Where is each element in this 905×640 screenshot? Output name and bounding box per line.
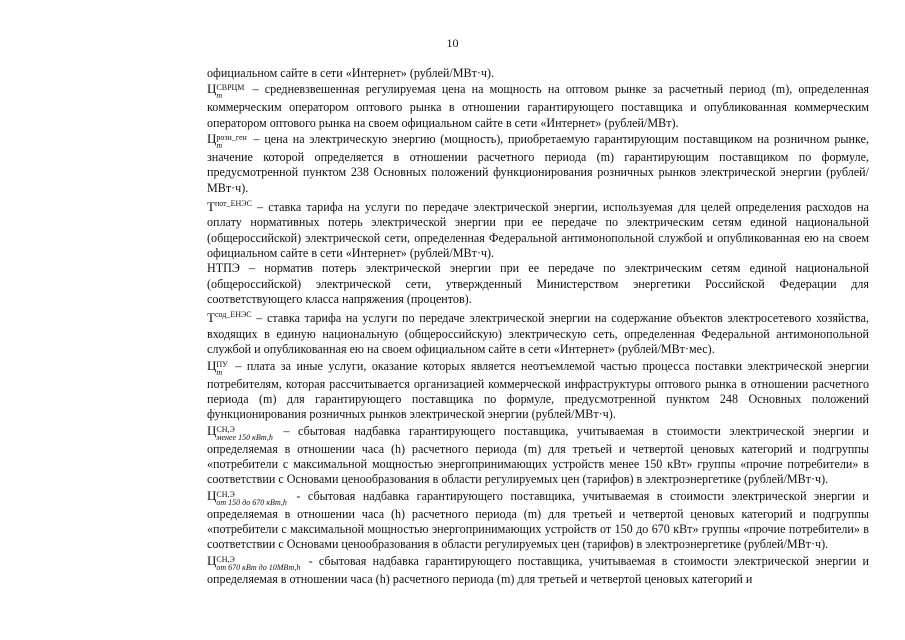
- formula-symbol: [207, 357, 230, 377]
- symbol-base: Ц: [207, 487, 217, 503]
- definition-paragraph: [207, 66, 869, 81]
- formula-symbol: [207, 81, 246, 101]
- page-number: 10: [446, 36, 459, 50]
- symbol-base: Т: [207, 310, 215, 326]
- paragraph-text: – сбытовая надбавка гарантирующего поставщика, учитываемая в стоимости электрической энергии и определяемая в отношении часа (h) расчетного периода (m) для третьей и четвертой ценовых категорий и подгруппы «потребители с максимальной мощностью энергопринимающих устройств менее 150 кВт» группы «прочие потребители» в соответствии с Основами ценообразования в области регулируемых цен (тарифов) в электроэнергетике (рублей/МВт·ч).: [207, 423, 869, 487]
- symbol-superscript: СН,Э: [216, 554, 235, 564]
- formula-symbol: [207, 310, 252, 325]
- definition-paragraph: [207, 307, 869, 357]
- symbol-subscript: от 150 до 670 кВт,h: [216, 497, 287, 507]
- definition-paragraph: [207, 81, 869, 131]
- definition-paragraph: [207, 261, 869, 307]
- formula-symbol: [207, 199, 252, 214]
- formula-symbol: [207, 487, 289, 507]
- symbol-base: Т: [207, 199, 215, 215]
- symbol-superscript: СВРЦМ: [216, 83, 245, 93]
- symbol-base: Ц: [207, 422, 217, 438]
- paragraph-text: – ставка тарифа на услуги по передаче электрической энергии, используемая для целей определения расходов на оплату нормативных потерь электрической энергии при ее передаче по электрическим сетям единой национальной (общероссийской) электрической сети, определенная Федеральной антимонопольной службой и опубликованная ею на своем официальном сайте в сети «Интернет» (рублей/МВт·ч).: [207, 200, 869, 261]
- symbol-superscript: СН,Э: [216, 489, 235, 499]
- symbol-subscript: менее 150 кВт,h: [216, 432, 273, 442]
- definition-paragraph: [207, 131, 869, 196]
- paragraph-text: - сбытовая надбавка гарантирующего поставщика, учитываемая в стоимости электрической энергии и определяемая в отношении часа (h) расчетного периода (m) для третьей и четвертой ценовых категорий и подгруппы «потребители с максимальной мощностью энергопринимающих устройств от 150 до 670 кВт» группы «прочие потребители» в соответствии с Основами ценообразования в области регулируемых цен (тарифов) в электроэнергетике (рублей/МВт·ч).: [207, 488, 869, 552]
- paragraph-text: – цена на электрическую энергию (мощность), приобретаемую гарантирующим поставщиком на розничном рынке, значение которой определяется в отношении расчетного периода (m) гарантирующим поставщиком по формуле, предусмотренной пунктом 238 Основных положений функционирования розничных рынков электрической энергии (рублей/МВт·ч).: [207, 132, 869, 195]
- symbol-superscript: пот_ЕНЭС: [214, 199, 252, 209]
- document-body: [207, 66, 869, 587]
- formula-symbol: [207, 552, 302, 572]
- symbol-subscript: m: [216, 141, 223, 151]
- definition-paragraph: [207, 196, 869, 261]
- symbol-subscript: m: [216, 367, 223, 377]
- symbol-subscript: от 670 кВт до 10МВт,h: [216, 562, 301, 572]
- symbol-base: Ц: [207, 357, 217, 373]
- symbol-base: Ц: [207, 81, 217, 97]
- paragraph-text: – средневзвешенная регулируемая цена на мощность на оптовом рынке за расчетный период (m), определенная коммерческим оператором оптового рынка в отношении гарантирующего поставщика и опубликованная коммерческим оператором оптового рынка на своем официальном сайте в сети «Интернет» (рублей/МВт).: [207, 82, 869, 130]
- symbol-superscript: ПУ: [216, 359, 228, 369]
- definition-paragraph: [207, 553, 869, 587]
- symbol-base: Ц: [207, 552, 217, 568]
- paragraph-text: – плата за иные услуги, оказание которых является неотъемлемой частью процесса поставки электрической энергии потребителям, которая рассчитывается организацией коммерческой инфраструктуры оптового рынка в отношении расчетного периода (m) для гарантирующего поставщика по формуле, предусмотренной пунктом 248 Основных положений функционирования розничных рынков электрической энергии (рублей/МВт·ч).: [207, 358, 869, 422]
- formula-symbol: [207, 131, 249, 151]
- definition-paragraph: [207, 423, 869, 488]
- definition-paragraph: [207, 358, 869, 423]
- symbol-superscript: розн_ген: [216, 133, 247, 143]
- formula-symbol: [207, 422, 275, 442]
- paragraph-text: официальном сайте в сети «Интернет» (рублей/МВт·ч).: [207, 66, 495, 80]
- symbol-superscript: СН,Э: [216, 424, 235, 434]
- symbol-superscript: сод_ЕНЭС: [214, 310, 252, 320]
- symbol-base: Ц: [207, 131, 217, 147]
- symbol-subscript: m: [216, 91, 223, 101]
- definition-paragraph: [207, 488, 869, 553]
- paragraph-text: НТПЭ – норматив потерь электрической энергии при ее передаче по электрическим сетям единой национальной (общероссийской) электрической сети, утвержденный Министерством энергетики Российской Федерации для соответствующего класса напряжения (процентов).: [207, 261, 869, 307]
- paragraph-text: - сбытовая надбавка гарантирующего поставщика, учитываемая в стоимости электрической энергии и определяемая в отношении часа (h) расчетного периода (m) для третьей и четвертой ценовых категорий и: [207, 553, 869, 586]
- paragraph-text: – ставка тарифа на услуги по передаче электрической энергии на содержание объектов электросетевого хозяйства, входящих в единую национальную (общероссийскую) электрическую сеть, определенная Федеральной антимонопольной службой и опубликованная ею на своем официальном сайте в сети «Интернет» (рублей/МВт·мес).: [207, 311, 869, 357]
